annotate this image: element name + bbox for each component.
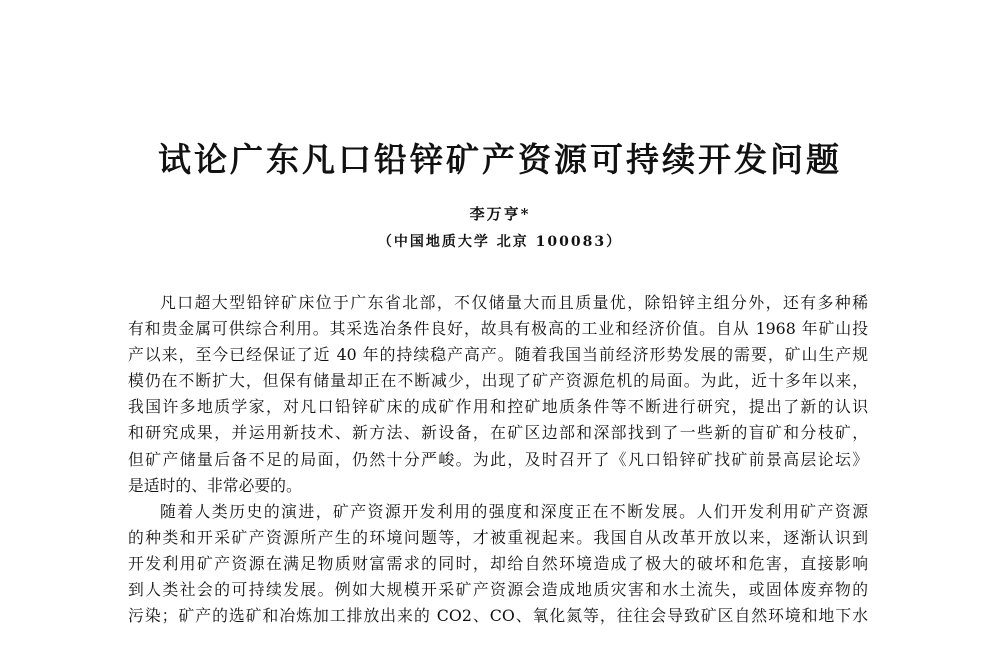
text-line: 凡口超大型铅锌矿床位于广东省北部，不仅储量大而且质量优，除铅锌主组分外，还有多种稀	[160, 293, 868, 312]
text-line: 到人类社会的可持续发展。例如大规模开采矿产资源会造成地质灾害和水土流失，或固体废弃物的	[128, 580, 868, 600]
text-line: 有和贵金属可供综合利用。其采选冶条件良好，故具有极高的工业和经济价值。自从 1968 年矿山投	[128, 319, 868, 339]
text-line: 污染；矿产的选矿和冶炼加工排放出来的 CO2、CO、氧化氮等，往往会导致矿区自然环境和地下水	[128, 606, 868, 626]
text-line: 开发利用矿产资源在满足物质财富需求的同时，却给自然环境造成了极大的破坏和危害，直接影响	[128, 553, 868, 573]
paper-title: 试论广东凡口铅锌矿产资源可持续开发问题	[158, 140, 842, 179]
text-line: 和研究成果，并运用新技术、新方法、新设备，在矿区边部和深部找到了一些新的盲矿和分枝矿，	[128, 423, 868, 443]
author-name: 李万亨*	[469, 205, 531, 223]
text-line: 模仍在不断扩大，但保有储量却正在不断减少，出现了矿产资源危机的局面。为此，近十多年以来，	[128, 371, 868, 391]
text-line: 我国许多地质学家，对凡口铅锌矿床的成矿作用和控矿地质条件等不断进行研究，提出了新的认识	[128, 397, 868, 417]
text-line: 随着人类历史的演进，矿产资源开发利用的强度和深度正在不断发展。人们开发利用矿产资源	[160, 501, 868, 521]
body-text	[128, 290, 868, 629]
text-line: 但矿产储量后备不足的局面，仍然十分严峻。为此，及时召开了《凡口铅锌矿找矿前景高层论坛》	[128, 449, 868, 469]
text-line: 产以来，至今已经保证了近 40 年的持续稳产高产。随着我国当前经济形势发展的需要，矿山生产规	[128, 345, 868, 365]
author-affiliation: （中国地质大学 北京 100083）	[377, 234, 623, 250]
text-line: 是适时的、非常必要的。	[128, 475, 302, 495]
paragraph-1	[128, 290, 868, 499]
text-line: 的种类和开采矿产资源所产生的环境问题等，才被重视起来。我国自从改革开放以来，逐渐认识到	[128, 527, 868, 547]
paragraph-2	[128, 499, 868, 629]
